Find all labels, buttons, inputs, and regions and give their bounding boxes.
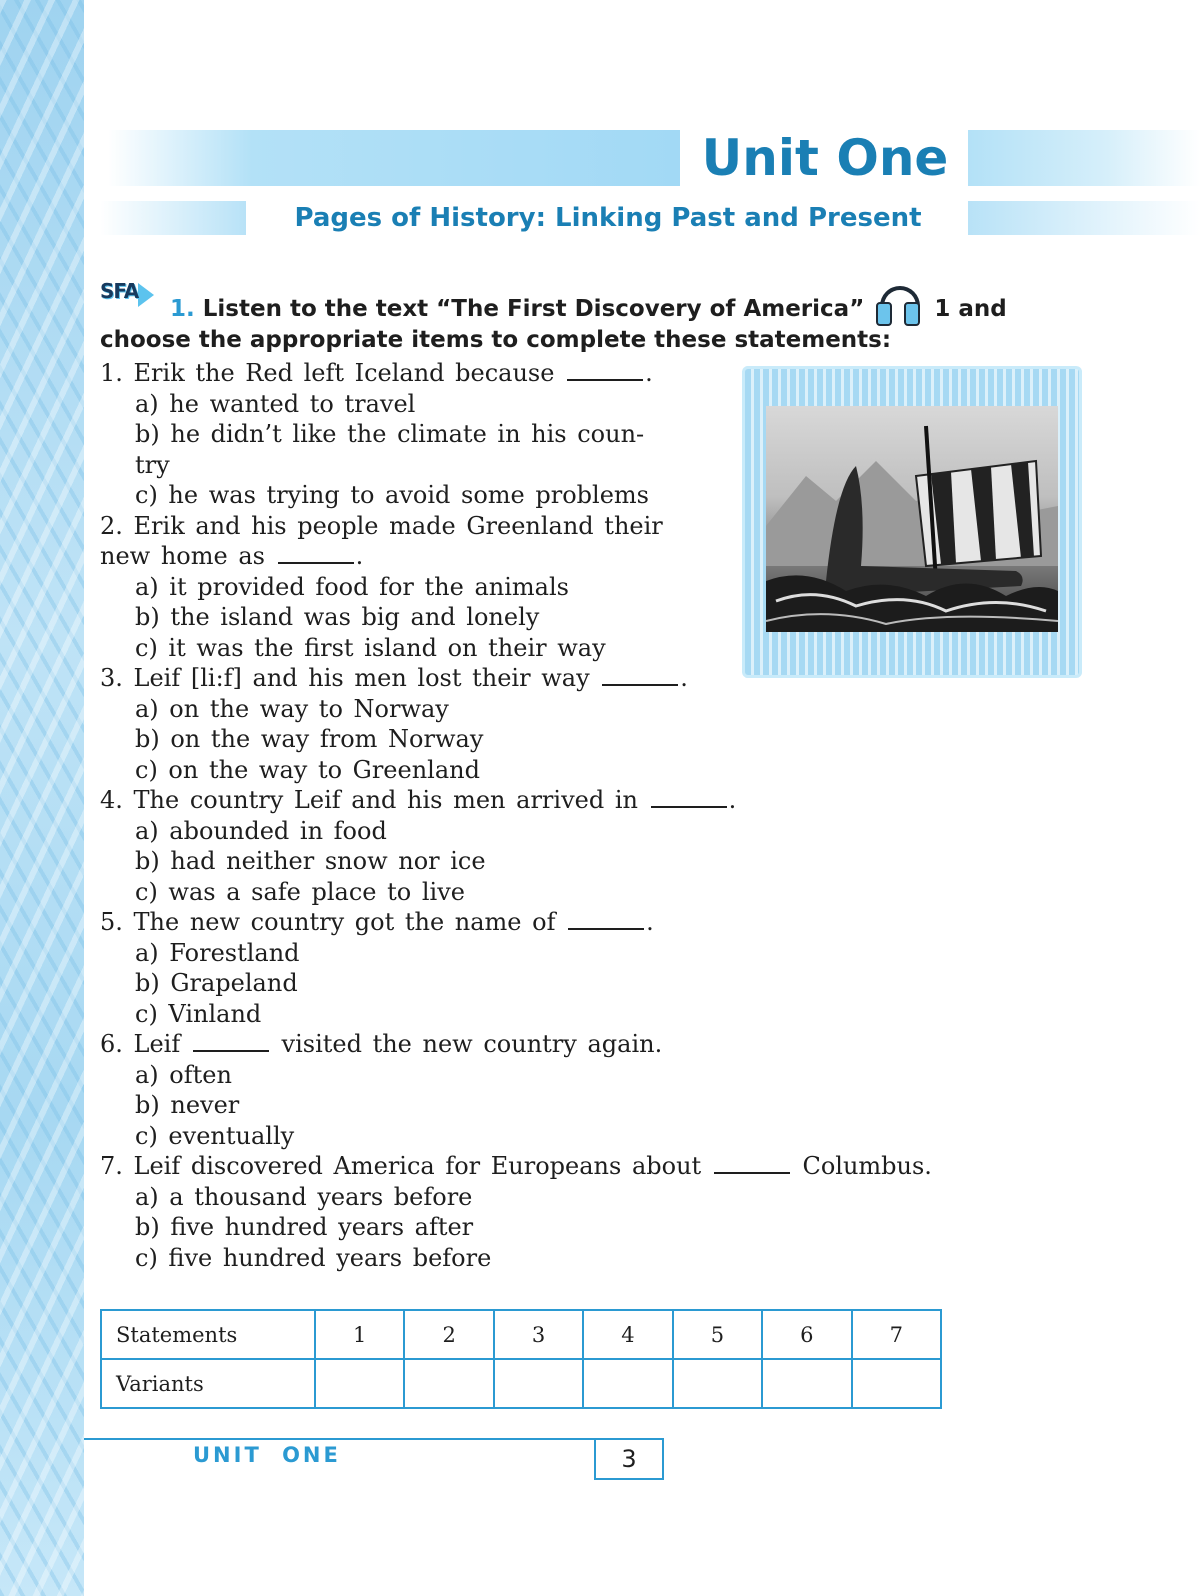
variant-cell[interactable] [852,1359,941,1408]
page-number: 3 [594,1438,664,1480]
answer-table [100,1309,942,1408]
statement-6 [100,1029,980,1151]
option-c: c) it was the first island on their way [135,633,606,662]
option-b: b) five hundred years after [135,1213,474,1241]
decorative-side-strip [0,0,84,1596]
exercise-number: 1. [170,296,195,322]
variant-cell[interactable] [494,1359,583,1408]
statement-stem-line-2: new home as . [100,542,364,570]
statement-stem: 4. The country Leif and his men arrived in . [100,786,737,814]
variant-cell[interactable] [404,1359,493,1408]
option-a: a) Forestland [135,938,300,967]
sfa-badge-label: SFA [100,279,139,303]
option-b: b) the island was big and lonely [135,603,540,631]
subtitle-banner-right [968,201,1200,235]
footer-unit-label: UNIT ONE [193,1443,341,1467]
option-a: a) abounded in food [135,816,387,845]
option-a: a) on the way to Norway [135,694,449,723]
statement-2 [100,511,980,664]
title-banner-left [108,130,680,186]
answer-blank [567,359,643,381]
answer-blank [602,664,678,686]
option-c: c) was a safe place to live [135,877,465,906]
variants-row [101,1359,941,1408]
subtitle-banner-left [100,201,246,235]
answer-blank [278,542,354,564]
option-a: a) a thousand years before [135,1182,473,1211]
statement-stem: 7. Leif discovered America for Europeans about Columbus. [100,1152,932,1180]
option-c: c) five hundred years before [135,1243,492,1272]
column-header: 5 [673,1310,762,1359]
unit-title: Unit One [701,129,949,187]
column-header: 2 [404,1310,493,1359]
statement-3 [100,663,980,785]
option-b-continuation: try [135,450,170,479]
option-c: c) on the way to Greenland [135,755,480,784]
option-b: b) Grapeland [135,969,298,997]
answer-blank [714,1152,790,1174]
statements-header: Statements [101,1310,315,1359]
statements-row [101,1310,941,1359]
option-a: a) often [135,1060,232,1089]
answer-grid [100,1309,942,1409]
variant-cell[interactable] [315,1359,404,1408]
answer-blank [651,786,727,808]
statement-list [100,358,980,1273]
column-header: 7 [852,1310,941,1359]
statement-5 [100,907,980,1029]
statement-stem: 5. The new country got the name of . [100,908,654,936]
option-a: a) it provided food for the animals [135,572,569,601]
footer-divider [84,1438,596,1440]
option-c: c) he was trying to avoid some problems [135,481,649,509]
variant-cell[interactable] [673,1359,762,1408]
unit-subtitle: Pages of History: Linking Past and Present [294,203,922,233]
statement-stem: 6. Leif visited the new country again. [100,1030,663,1058]
statement-7 [100,1151,980,1273]
headphones-icon [876,284,920,324]
answer-blank [193,1030,269,1052]
title-banner-right [968,130,1200,186]
column-header: 3 [494,1310,583,1359]
option-b: b) never [135,1091,240,1119]
option-b: b) on the way from Norway [135,725,484,753]
statement-stem: 3. Leif [li:f] and his men lost their way . [100,664,688,692]
option-c: c) Vinland [135,999,262,1028]
instruction-line-2: choose the appropriate items to complete these statements: [100,327,892,353]
answer-blank [568,908,644,930]
option-b: b) he didn’t like the climate in his coun- [135,420,645,448]
variant-cell[interactable] [762,1359,851,1408]
statement-1 [100,358,980,511]
audio-track-number: 1 and [934,296,1007,322]
variant-cell[interactable] [583,1359,672,1408]
column-header: 6 [762,1310,851,1359]
statement-4 [100,785,980,907]
column-header: 1 [315,1310,404,1359]
instruction-text-1: Listen to the text “The First Discovery of America” [202,296,865,322]
option-c: c) eventually [135,1121,295,1150]
instruction-line-1 [100,284,1060,325]
column-header: 4 [583,1310,672,1359]
option-b: b) had neither snow nor ice [135,847,486,875]
exercise-instruction [100,284,1060,356]
statement-stem: 2. Erik and his people made Greenland their [100,511,663,540]
option-a: a) he wanted to travel [135,389,416,418]
statement-stem: 1. Erik the Red left Iceland because . [100,359,653,387]
variants-header: Variants [101,1359,315,1408]
